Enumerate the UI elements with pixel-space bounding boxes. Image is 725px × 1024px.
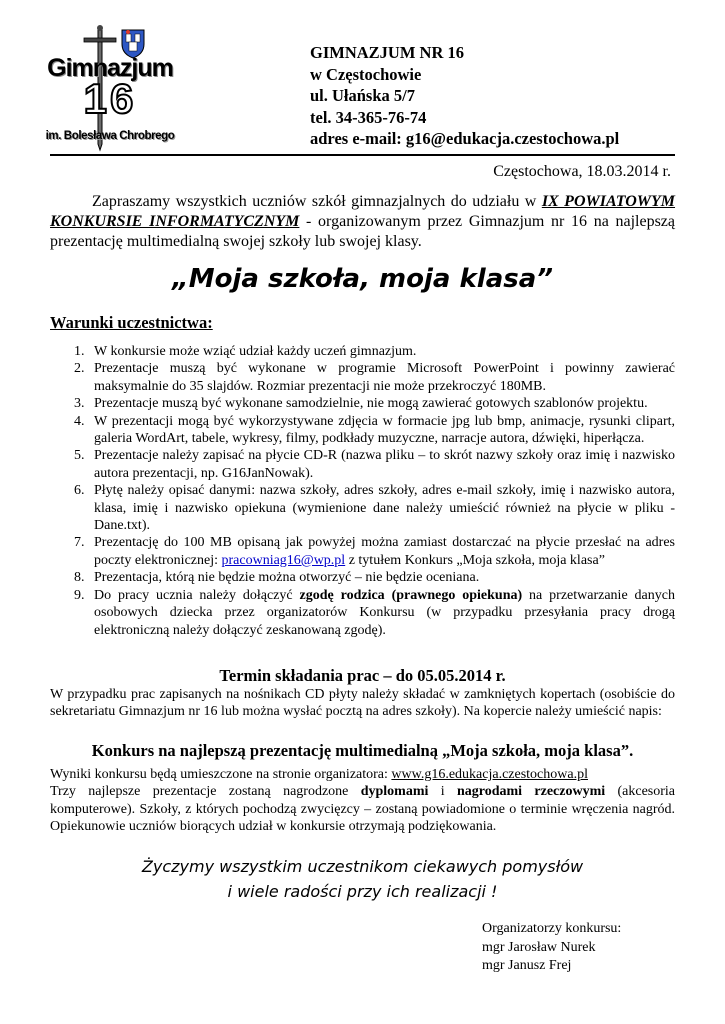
prizes-text: Trzy najlepsze prezentacje zostaną nagrodzone — [50, 784, 361, 800]
wish-line-1: Życzymy wszystkim uczestnikom ciekawych pomysłów — [141, 857, 584, 876]
email-link[interactable]: pracowniag16@wp.pl — [221, 552, 346, 568]
school-name: GIMNAZJUM NR 16 — [310, 43, 464, 62]
condition-text: Prezentacja, którą nie będzie można otworzyć – nie będzie oceniana. — [94, 570, 480, 586]
results-text: Wyniki konkursu będą umieszczone na stronie organizatora: — [50, 767, 392, 782]
condition-number: 8. — [74, 570, 85, 586]
condition-number: 4. — [74, 413, 85, 429]
condition-text: Płytę należy opisać danymi: nazwa szkoły, adres szkoły, adres e-mail szkoły, imię i nazwisko autora, klasa, imię i nazwisko opiekuna (wymienione dane należy umieścić również na płycie w pliku - Dane.txt). — [94, 483, 675, 534]
organizer-name: mgr Jarosław Nurek — [482, 939, 596, 955]
header-divider — [50, 154, 675, 156]
condition-number: 3. — [74, 396, 85, 412]
school-phone: tel. 34-365-76-74 — [310, 107, 427, 127]
condition-number: 2. — [74, 361, 85, 377]
prize-material: nagrodami rzeczowymi — [456, 784, 606, 800]
condition-text: Prezentacje muszą być wykonane w programie Microsoft PowerPoint i powinny zawierać maksymalnie do 35 slajdów. Rozmiar prezentacji nie może przekroczyć 180MB. — [94, 361, 675, 394]
school-logo — [40, 24, 180, 152]
condition-number: 7. — [74, 535, 85, 551]
prize-diplomas: dyplomami — [360, 784, 429, 800]
intro-text-start: Zapraszamy wszystkich uczniów szkół gimnazjalnych do udziału w — [92, 193, 542, 210]
envelope-title: Konkurs na najlepszą prezentację multimedialną „Moja szkoła, moja klasa”. — [91, 741, 634, 760]
condition-item — [74, 413, 675, 448]
prizes-text-end: (akcesoria komputerowe). Szkoły, z których pochodzą zwycięzcy – zostaną powiadomione o terminie wręczenia nagród. Opiekunowie uczniów biorących udział w konkursie otrzymają podziękowania. — [50, 784, 675, 835]
condition-item — [74, 482, 675, 534]
school-email: adres e-mail: g16@edukacja.czestochowa.pl — [310, 129, 620, 148]
condition-item — [74, 395, 675, 412]
conditions-heading: Warunki uczestnictwa: — [50, 313, 213, 332]
condition-text: Prezentację do 100 MB opisaną jak powyżej można zamiast dostarczać na płycie przesłać na adres poczty elektronicznej: — [94, 535, 675, 568]
wish-line-2: i wiele radości przy ich realizacji ! — [227, 882, 498, 901]
organizer-name: mgr Janusz Frej — [482, 958, 572, 973]
intro-paragraph — [50, 192, 675, 252]
results-line — [50, 766, 675, 783]
contest-name: IX POWIATOWYM KONKURSIE INFORMATYCZNYM — [50, 193, 676, 230]
submission-deadline: Termin składania prac – do 05.05.2014 r. — [219, 666, 506, 685]
logo-subtitle: im. Bolesława Chrobrego — [45, 130, 175, 142]
condition-item — [74, 447, 675, 482]
condition-text-end: z tytułem Konkurs „Moja szkoła, moja klasa” — [345, 552, 605, 568]
condition-number: 5. — [74, 448, 85, 464]
organizers-label: Organizatorzy konkursu: — [482, 921, 622, 936]
condition-text-end: na przetwarzanie danych osobowych dziecka przez organizatorów Konkursu (w przypadku przesyłania pracy drogą elektroniczną należy dołączyć zeskanowaną zgodę). — [94, 587, 675, 638]
prizes-paragraph — [50, 783, 675, 835]
cd-submission-text: W przypadku prac zapisanych na nośnikach CD płyty należy składać w zamkniętych kopertach (osobiście do sekretariatu Gimnazjum nr 16 lub można wysłać pocztą na adres szkoły). Na kopercie należy umieścić napis: — [50, 687, 675, 720]
contest-motto: „Moja szkoła, moja klasa” — [171, 264, 554, 294]
condition-number: 9. — [74, 587, 85, 603]
condition-number: 6. — [74, 483, 85, 499]
condition-text: Prezentacje należy zapisać na płycie CD-R (nazwa pliku – to skrót nazwy szkoły oraz imię i nazwisko autora prezentacji, np. G16JanNowak). — [94, 448, 675, 481]
results-paragraph — [50, 766, 675, 836]
condition-text: Do pracy ucznia należy dołączyć — [94, 587, 300, 603]
school-address-block — [310, 42, 619, 150]
condition-item — [74, 343, 675, 360]
logo-title: Gimnazjum — [47, 54, 173, 82]
closing-wish — [0, 854, 725, 904]
condition-text: W prezentacji mogą być wykorzystywane zdjęcia w formacie jpg lub bmp, animacje, rysunki clipart, galeria WordArt, tabele, wykresy, filmy, podkłady muzyczne, narracje autora, dźwięki, hiperłącza. — [94, 413, 675, 447]
condition-number: 1. — [74, 344, 85, 359]
school-city: w Częstochowie — [310, 64, 422, 84]
condition-text: Prezentacje muszą być wykonane samodzielnie, nie mogą zawierać gotowych szablonów projektu. — [94, 396, 648, 412]
condition-item — [74, 587, 675, 639]
condition-item — [74, 534, 675, 569]
prizes-conjunction: i — [428, 784, 457, 800]
intro-text-end: - organizowanym przez Gimnazjum nr 16 na najlepszą prezentację multimedialną swojej szkoły lub swojej klasy. — [50, 213, 675, 250]
organizer-website-link[interactable]: www.g16.edukacja.czestochowa.pl — [391, 767, 588, 782]
conditions-list — [74, 343, 675, 639]
logo-number: 16 — [83, 75, 137, 122]
school-street: ul. Ułańska 5/7 — [310, 86, 415, 105]
document-date: Częstochowa, 18.03.2014 r. — [493, 163, 671, 180]
condition-item — [74, 569, 675, 586]
parental-consent: zgodę rodzica (prawnego opiekuna) — [299, 587, 523, 603]
organizers-block — [482, 920, 621, 976]
condition-text: W konkursie może wziąć udział każdy uczeń gimnazjum. — [94, 344, 417, 359]
condition-item — [74, 360, 675, 395]
